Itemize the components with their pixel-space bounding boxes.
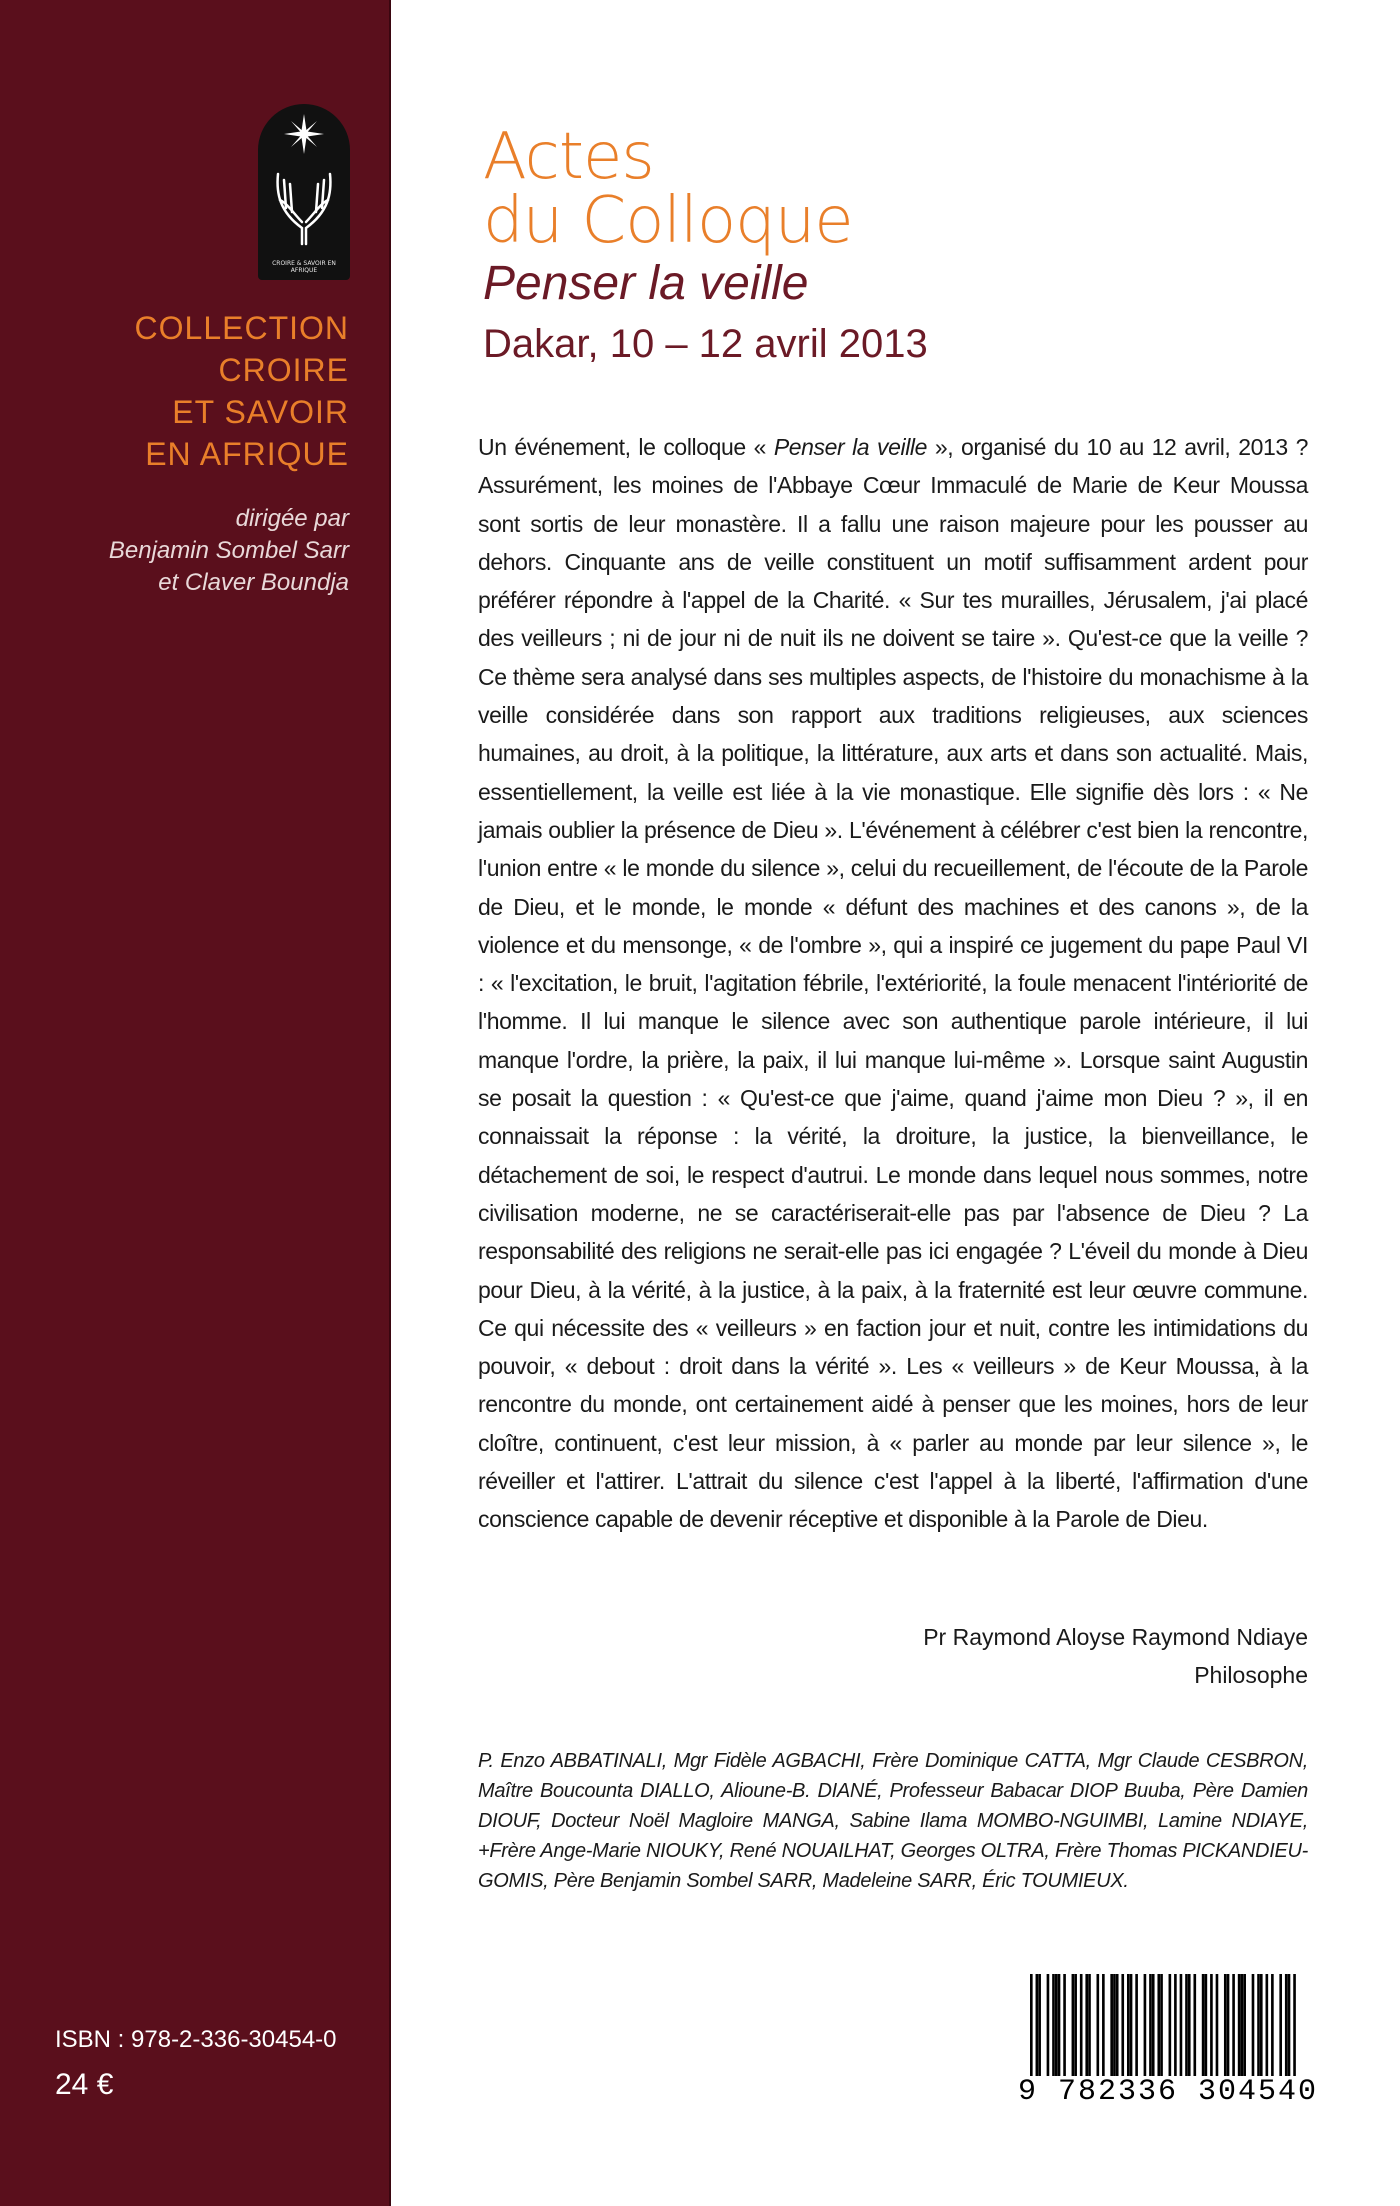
signature xyxy=(708,1618,1308,1694)
barcode-bar xyxy=(1180,1974,1183,2078)
collection-line: CROIRE xyxy=(218,352,349,388)
star-hands-icon xyxy=(258,104,350,280)
body-main: », organisé du 10 au 12 avril, 2013 ? Assurément, les moines de l'Abbaye Cœur Immaculé de Marie de Keur Moussa sont sortis de leur monastère. Il a fallu une raison majeure pour les pousser au dehors. Cinquante ans de veille constituent un motif suffisamment ardent pour préférer répondre à l'appel de la Charité. « Sur tes murailles, Jérusalem, j'ai placé des veilleurs ; ni de jour ni de nuit ils ne doivent se taire ». Qu'est-ce que la veille ? Ce thème sera analysé dans ses multiples aspects, de l'histoire du monachisme à la veille considérée dans son rapport aux traditions religieuses, aux sciences humaines, au droit, à la politique, la littérature, aux arts et dans son actualité. Mais, essentiellement, la veille est liée à la vie monastique. Elle signifie dès lors : « Ne jamais oublier la présence de Dieu ». L'événement à célébrer c'est bien la rencontre, l'union entre « le monde du silence », celui du recueillement, de l'écoute de la Parole de Dieu, et le monde, le monde « défunt des machines et des canons », de la violence et du mensonge, « de l'ombre », qui a inspiré ce jugement du pape Paul VI : « l'excitation, le bruit, l'agitation fébrile, l'extériorité, la foule menacent l'intériorité de l'homme. Il lui manque le silence avec son authentique parole intérieure, il lui manque l'ordre, la prière, la paix, il lui manque lui-même ». Lorsque saint Augustin se posait la question : « Qu'est-ce que j'aime, quand j'aime mon Dieu ? », il en connaissait la réponse : la vérité, la droiture, la justice, la bienveillance, le détachement de soi, le respect d'autrui. Le monde dans lequel nous sommes, notre civilisation moderne, ne se caractériserait-elle pas par l'absence de Dieu ? La responsabilité des religions ne serait-elle pas ici engagée ? L'éveil du monde à Dieu pour Dieu, à la vérité, à la justice, à la paix, à la fraternité est leur œuvre commune. Ce qui nécessite des « veilleurs » en faction jour et nuit, contre les intimidations du pouvoir, « debout : droit dans la vérité ». Les « veilleurs » de Keur Moussa, à la rencontre du monde, ont certainement aidé à penser que les moines, hors de leur cloître, continuent, c'est leur mission, à « parler au monde par leur silence », le réveiller et l'attirer. L'attrait du silence c'est l'appel à la liberté, l'affirmation d'une conscience capable de devenir réceptive et disponible à la Parole de Dieu. xyxy=(478,434,1308,1533)
barcode-bar xyxy=(1279,1974,1282,2078)
price: 24 € xyxy=(55,2068,114,2101)
directed-line: dirigée par xyxy=(235,505,349,532)
barcode-bar xyxy=(1202,1974,1205,2078)
barcode-bar xyxy=(1074,1974,1077,2078)
barcode-bar xyxy=(1160,1974,1163,2078)
barcode-bar xyxy=(1152,1974,1155,2078)
barcode-bar xyxy=(1169,1974,1172,2078)
barcode-bar xyxy=(1157,1974,1160,2078)
barcode-bar xyxy=(1188,1974,1191,2078)
barcode-bar xyxy=(1113,1974,1116,2078)
event-dates: Dakar, 10 – 12 avril 2013 xyxy=(483,322,928,366)
barcode-bar xyxy=(1252,1974,1255,2078)
barcode-bar xyxy=(1288,1974,1291,2078)
barcode-bar xyxy=(1174,1974,1177,2078)
barcode-bar xyxy=(1185,1974,1188,2078)
barcode-bar xyxy=(1116,1974,1119,2078)
directed-line: Benjamin Sombel Sarr xyxy=(108,537,349,564)
author-role: Philosophe xyxy=(1194,1662,1308,1688)
barcode-bar xyxy=(1227,1974,1230,2078)
barcode-bar xyxy=(1210,1974,1213,2078)
collection-line: EN AFRIQUE xyxy=(145,436,349,472)
collection-logo xyxy=(258,104,350,280)
barcode-bar xyxy=(1085,1974,1088,2078)
author-name: Pr Raymond Aloyse Raymond Ndiaye xyxy=(923,1624,1308,1650)
barcode-bar xyxy=(1055,1974,1058,2078)
isbn: ISBN : 978-2-336-30454-0 xyxy=(55,2026,337,2053)
barcode-bar xyxy=(1052,1974,1055,2078)
subtitle: Penser la veille xyxy=(483,257,809,310)
sidebar xyxy=(0,0,391,2206)
body-intro-before: Un événement, le colloque « xyxy=(478,434,774,460)
barcode-bar xyxy=(1266,1974,1269,2078)
barcode-bar xyxy=(1238,1974,1241,2078)
barcode-bar xyxy=(1127,1974,1130,2078)
barcode-bar xyxy=(1241,1974,1244,2078)
barcode-bar xyxy=(1285,1974,1288,2078)
collection-name xyxy=(29,307,349,475)
back-cover-text xyxy=(478,428,1308,1539)
barcode-bar xyxy=(1257,1974,1260,2078)
barcode-bar xyxy=(1243,1974,1246,2078)
barcode-bar xyxy=(1097,1974,1100,2078)
barcode-bar xyxy=(1149,1974,1152,2078)
barcode xyxy=(1018,1974,1319,2109)
barcode-bar xyxy=(1224,1974,1227,2078)
barcode-bars xyxy=(1030,1974,1296,2078)
barcode-bar xyxy=(1293,1974,1296,2078)
directed-line: et Claver Boundja xyxy=(158,569,349,596)
collection-line: COLLECTION xyxy=(134,310,349,346)
collection-line: ET SAVOIR xyxy=(172,394,349,430)
collection-directors xyxy=(9,503,349,599)
barcode-bar xyxy=(1038,1974,1041,2078)
barcode-bar xyxy=(1260,1974,1263,2078)
barcode-number: 9 782336 304540 xyxy=(1018,2075,1319,2109)
barcode-bar xyxy=(1271,1974,1274,2078)
barcode-bar xyxy=(1058,1974,1061,2078)
contributors-list: P. Enzo ABBATINALI, Mgr Fidèle AGBACHI, Frère Dominique CATTA, Mgr Claude CESBRON, Maître Boucounta DIALLO, Alioune-B. DIANÉ, Professeur Babacar DIOP Buuba, Père Damien DIOUF, Docteur Noël Magloire MANGA, Sabine Ilama MOMBO-NGUIMBI, Lamine NDIAYE, +Frère Ange-Marie NIOUKY, René NOUAILHAT, Georges OLTRA, Frère Thomas PICKANDIEU-GOMIS, Père Benjamin Sombel SARR, Madeleine SARR, Éric TOUMIEUX. xyxy=(478,1750,1308,1892)
barcode-bar xyxy=(1193,1974,1196,2078)
barcode-bar xyxy=(1080,1974,1083,2078)
barcode-bar xyxy=(1135,1974,1138,2078)
barcode-bar xyxy=(1232,1974,1235,2078)
title-line-2: du Colloque xyxy=(483,184,853,258)
barcode-bar xyxy=(1216,1974,1219,2078)
barcode-bar xyxy=(1144,1974,1147,2078)
barcode-bar xyxy=(1121,1974,1124,2078)
colloquium-title: Penser la veille xyxy=(773,434,928,460)
barcode-bar xyxy=(1036,1974,1039,2078)
title-line-1: Actes xyxy=(483,120,654,194)
logo-caption: CROIRE & SAVOIR EN AFRIQUE xyxy=(272,260,336,274)
barcode-bar xyxy=(1088,1974,1091,2078)
barcode-bar xyxy=(1205,1974,1208,2078)
barcode-bar xyxy=(1072,1974,1075,2078)
barcode-bar xyxy=(1063,1974,1066,2078)
barcode-bar xyxy=(1110,1974,1113,2078)
barcode-bar xyxy=(1130,1974,1133,2078)
barcode-bar xyxy=(1102,1974,1105,2078)
barcode-bar xyxy=(1030,1974,1033,2078)
barcode-bar xyxy=(1047,1974,1050,2078)
